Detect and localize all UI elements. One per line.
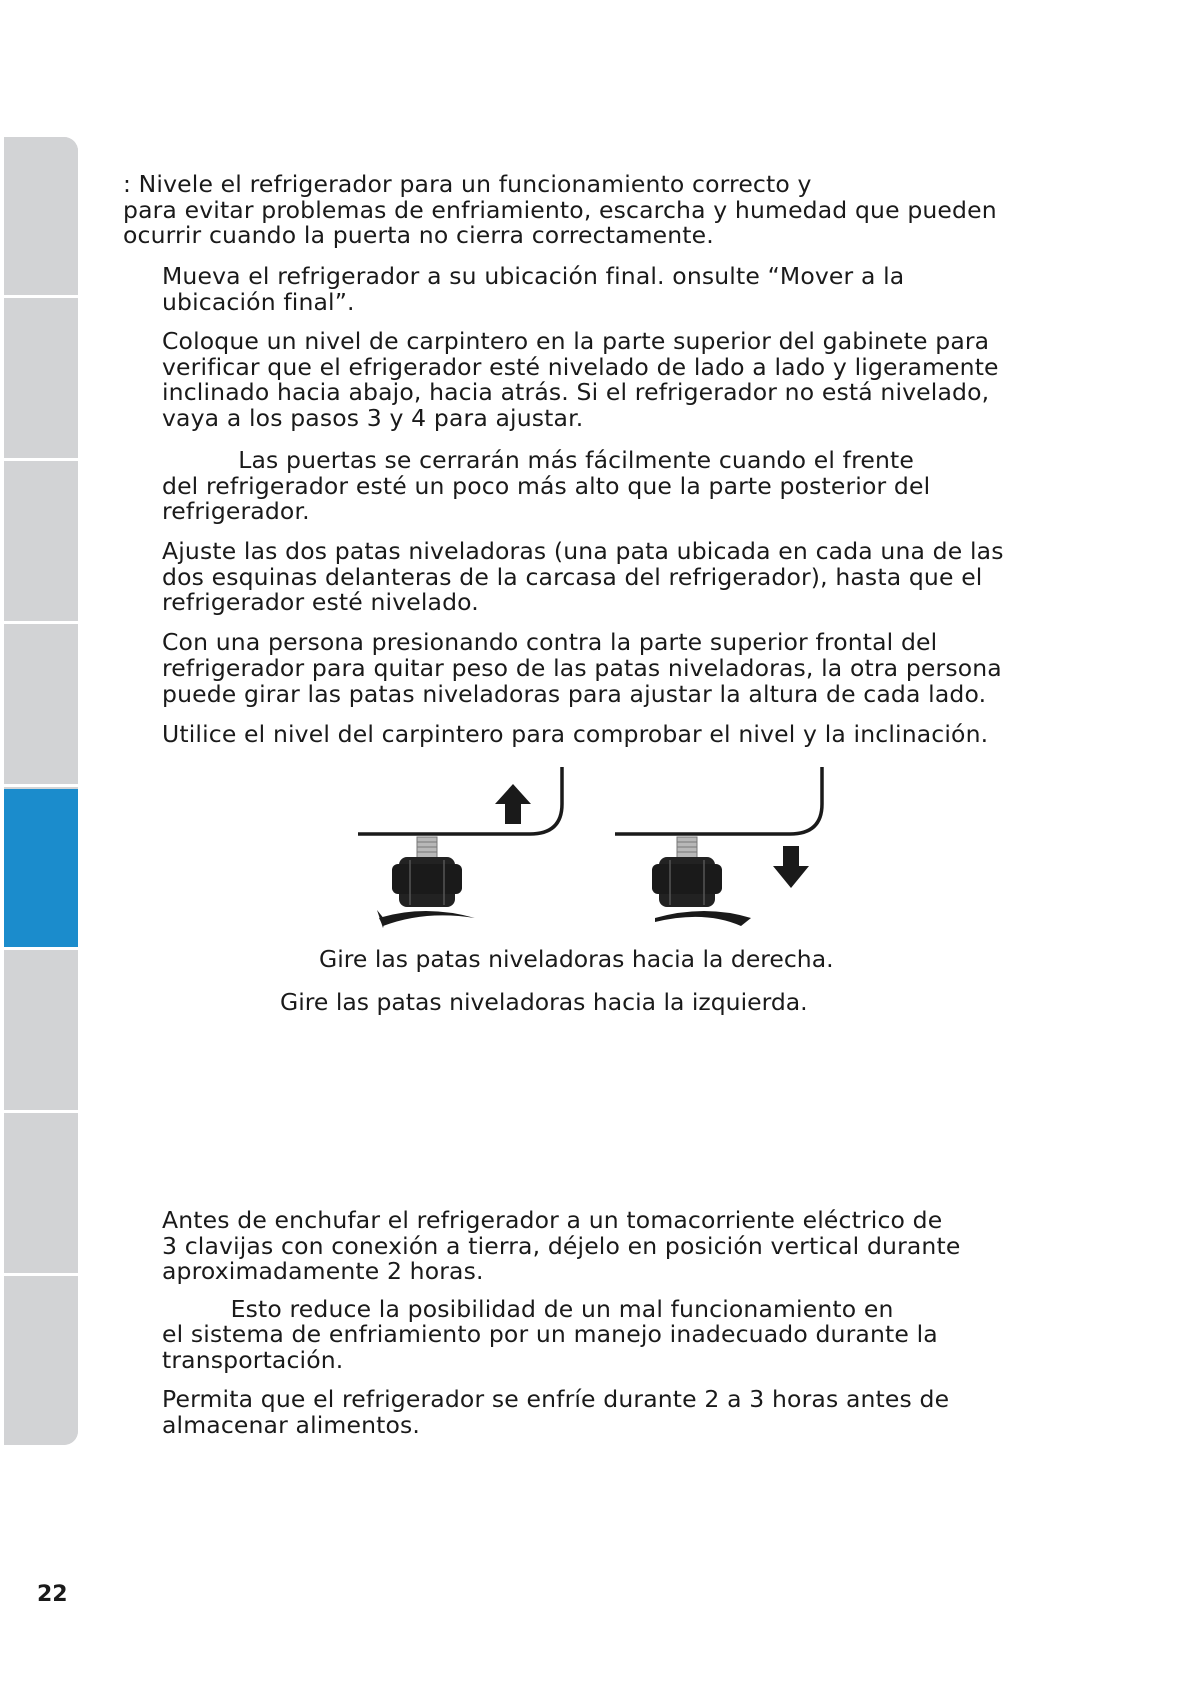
section-tab-8[interactable]: [4, 1278, 78, 1445]
step-4-line-2: refrigerador para quitar peso de las patas niveladoras, la otra persona: [162, 654, 1002, 682]
step-5-line-1: Utilice el nivel del carpintero para comprobar el nivel y la inclinación.: [162, 720, 989, 748]
caption-turn-left: Gire las patas niveladoras hacia la izquierda.: [280, 988, 808, 1016]
section-tab-5-active[interactable]: [4, 789, 78, 950]
reduce-note-line-3: transportación.: [162, 1346, 344, 1374]
plug-in-line-2: 3 clavijas con conexión a tierra, déjelo en posición vertical durante: [162, 1232, 961, 1260]
step-3-line-1: Ajuste las dos patas niveladoras (una pata ubicada en cada una de las: [162, 537, 1004, 565]
rotate-left-arrow-icon: [655, 911, 751, 926]
step-2-line-2: verificar que el efrigerador esté nivelado de lado a lado y ligeramente: [162, 353, 999, 381]
reduce-note-line-1: Esto reduce la posibilidad de un mal funcionamiento en: [162, 1295, 894, 1323]
lower-leg-diagram: [615, 767, 822, 926]
step-3-line-2: dos esquinas delanteras de la carcasa del refrigerador), hasta que el: [162, 563, 983, 591]
section-tabs: [4, 137, 78, 1445]
caption-turn-right: Gire las patas niveladoras hacia la derecha.: [319, 945, 834, 973]
raise-leg-diagram: [358, 767, 562, 928]
section-tab-4[interactable]: [4, 626, 78, 787]
page-number: 22: [37, 1582, 68, 1607]
step-2-line-3: inclinado hacia abajo, hacia atrás. Si el refrigerador no está nivelado,: [162, 378, 990, 406]
intro-line-3: ocurrir cuando la puerta no cierra correctamente.: [123, 221, 714, 249]
up-arrow-icon: [495, 784, 531, 824]
intro-line-2: para evitar problemas de enfriamiento, escarcha y humedad que pueden: [123, 196, 997, 224]
note-line-3: refrigerador.: [162, 497, 310, 525]
step-1-line-1: Mueva el refrigerador a su ubicación final. onsulte “Mover a la: [162, 262, 905, 290]
reduce-note-line-2: el sistema de enfriamiento por un manejo inadecuado durante la: [162, 1320, 938, 1348]
step-1-line-2: ubicación final”.: [162, 288, 355, 316]
intro-line-1: : Nivele el refrigerador para un funcionamiento correcto y: [123, 170, 812, 198]
step-2-line-1: Coloque un nivel de carpintero en la parte superior del gabinete para: [162, 327, 990, 355]
leveling-legs-figure: [355, 760, 865, 930]
cool-down-line-2: almacenar alimentos.: [162, 1411, 421, 1439]
section-tab-6[interactable]: [4, 952, 78, 1113]
note-line-1: Las puertas se cerrarán más fácilmente cuando el frente: [162, 446, 915, 474]
section-tab-7[interactable]: [4, 1115, 78, 1276]
step-3-line-3: refrigerador esté nivelado.: [162, 588, 479, 616]
plug-in-line-3: aproximadamente 2 horas.: [162, 1257, 484, 1285]
down-arrow-icon: [773, 846, 809, 888]
step-4-line-1: Con una persona presionando contra la parte superior frontal del: [162, 628, 938, 656]
note-line-2: del refrigerador esté un poco más alto que la parte posterior del: [162, 472, 931, 500]
section-tab-2[interactable]: [4, 300, 78, 461]
rotate-right-arrow-icon: [379, 911, 475, 926]
step-2-line-4: vaya a los pasos 3 y 4 para ajustar.: [162, 404, 584, 432]
cool-down-line-1: Permita que el refrigerador se enfríe durante 2 a 3 horas antes de: [162, 1385, 950, 1413]
step-4-line-3: puede girar las patas niveladoras para ajustar la altura de cada lado.: [162, 680, 987, 708]
section-tab-1[interactable]: [4, 137, 78, 298]
plug-in-line-1: Antes de enchufar el refrigerador a un tomacorriente eléctrico de: [162, 1206, 943, 1234]
section-tab-3[interactable]: [4, 463, 78, 624]
